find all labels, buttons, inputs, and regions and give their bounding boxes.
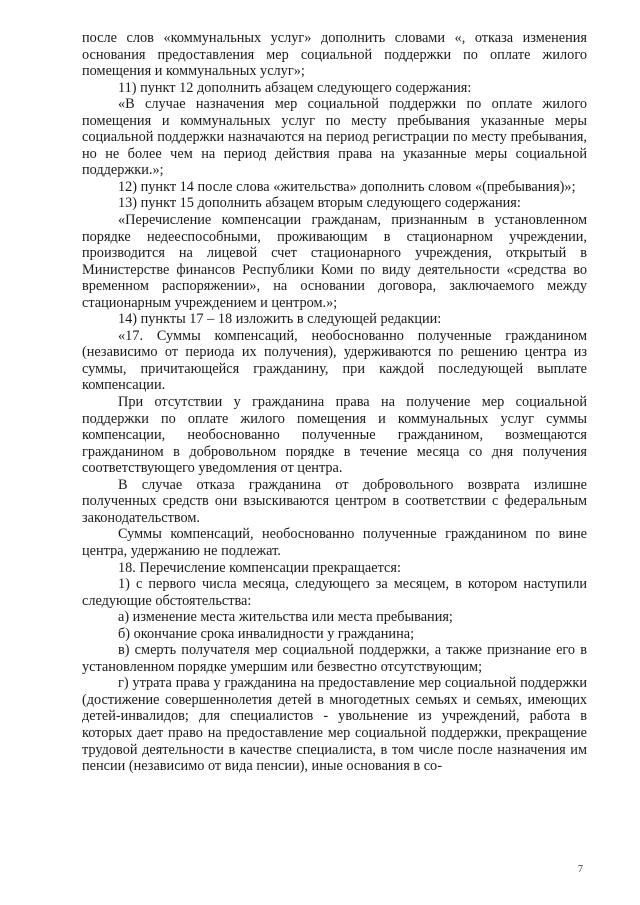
- paragraph-quote-12: «В случае назначения мер социальной поддержки по оплате жилого помещения и коммунальных услуг по месту пребывания указанные меры социальной поддержки назначаются на период регистрации по месту пребывания, но не более чем на период действия права на указанные меры социальной поддержки.»;: [82, 96, 587, 179]
- paragraph-clause-18-1-v: в) смерть получателя мер социальной поддержки, а также признание его в установленном порядке умершим или безвестно отсутствующим;: [82, 642, 587, 675]
- paragraph-clause-18-1-g: г) утрата права у гражданина на предоставление мер социальной поддержки (достижение совершеннолетия детей в многодетных семьях и семьях, имеющих детей-инвалидов; для специалистов - увольнение из учреждений, работа в которых дает право на предоставление мер социальной поддержки, прекращение трудовой деятельности в качестве специалиста, в том числе после назначения им пенсии (независимо от вида пенсии), иные основания в со-: [82, 675, 587, 775]
- page-number: 7: [578, 864, 583, 875]
- document-body: [82, 30, 587, 775]
- paragraph-clause-18-1-a: а) изменение места жительства или места пребывания;: [118, 609, 453, 626]
- paragraph-continuation: после слов «коммунальных услуг» дополнить словами «, отказа изменения основания предоставления мер социальной поддержки по оплате жилого помещения и коммунальных услуг»;: [82, 30, 587, 80]
- paragraph-item-14: 14) пункты 17 – 18 изложить в следующей редакции:: [118, 311, 442, 328]
- paragraph-clause-17: «17. Суммы компенсаций, необоснованно полученные гражданином (независимо от периода их получения), удерживаются по решению центра из суммы, причитающейся гражданину, при каждой последующей выплате компенсации.: [82, 327, 587, 394]
- paragraph-item-11: 11) пункт 12 дополнить абзацем следующего содержания:: [118, 79, 472, 96]
- paragraph-clause-18: 18. Перечисление компенсации прекращается:: [118, 559, 401, 576]
- paragraph-clause-18-1-b: б) окончание срока инвалидности у гражданина;: [118, 625, 415, 642]
- paragraph-quote-15: «Перечисление компенсации гражданам, признанным в установленном порядке недееспособными, проживающим в стационарном учреждении, производится на лицевой счет стационарного учреждения, открытый в Министерстве финансов Республики Коми по виду деятельности «средства во временном распоряжении», на основании договора, заключаемого между стационарным учреждением и центром.»;: [82, 212, 587, 311]
- paragraph-clause-17-refusal: В случае отказа гражданина от добровольного возврата излишне полученных средств они взыскиваются центром в соответствии с федеральным законодательством.: [82, 476, 587, 526]
- paragraph-item-13: 13) пункт 15 дополнить абзацем вторым следующего содержания:: [118, 195, 521, 212]
- paragraph-clause-17-center-fault: Суммы компенсаций, необоснованно полученные гражданином по вине центра, удержанию не подлежат.: [82, 526, 587, 559]
- paragraph-clause-18-1: 1) с первого числа месяца, следующего за месяцем, в котором наступили следующие обстоятельства:: [82, 576, 587, 609]
- paragraph-item-12: 12) пункт 14 после слова «жительства» дополнить словом «(пребывания)»;: [118, 178, 576, 195]
- paragraph-clause-17-absence: При отсутствии у гражданина права на получение мер социальной поддержки по оплате жилого помещения и коммунальных услуг суммы компенсации, необоснованно полученные гражданином, возмещаются гражданином в добровольном порядке в течение месяца со дня получения соответствующего уведомления от центра.: [82, 394, 587, 477]
